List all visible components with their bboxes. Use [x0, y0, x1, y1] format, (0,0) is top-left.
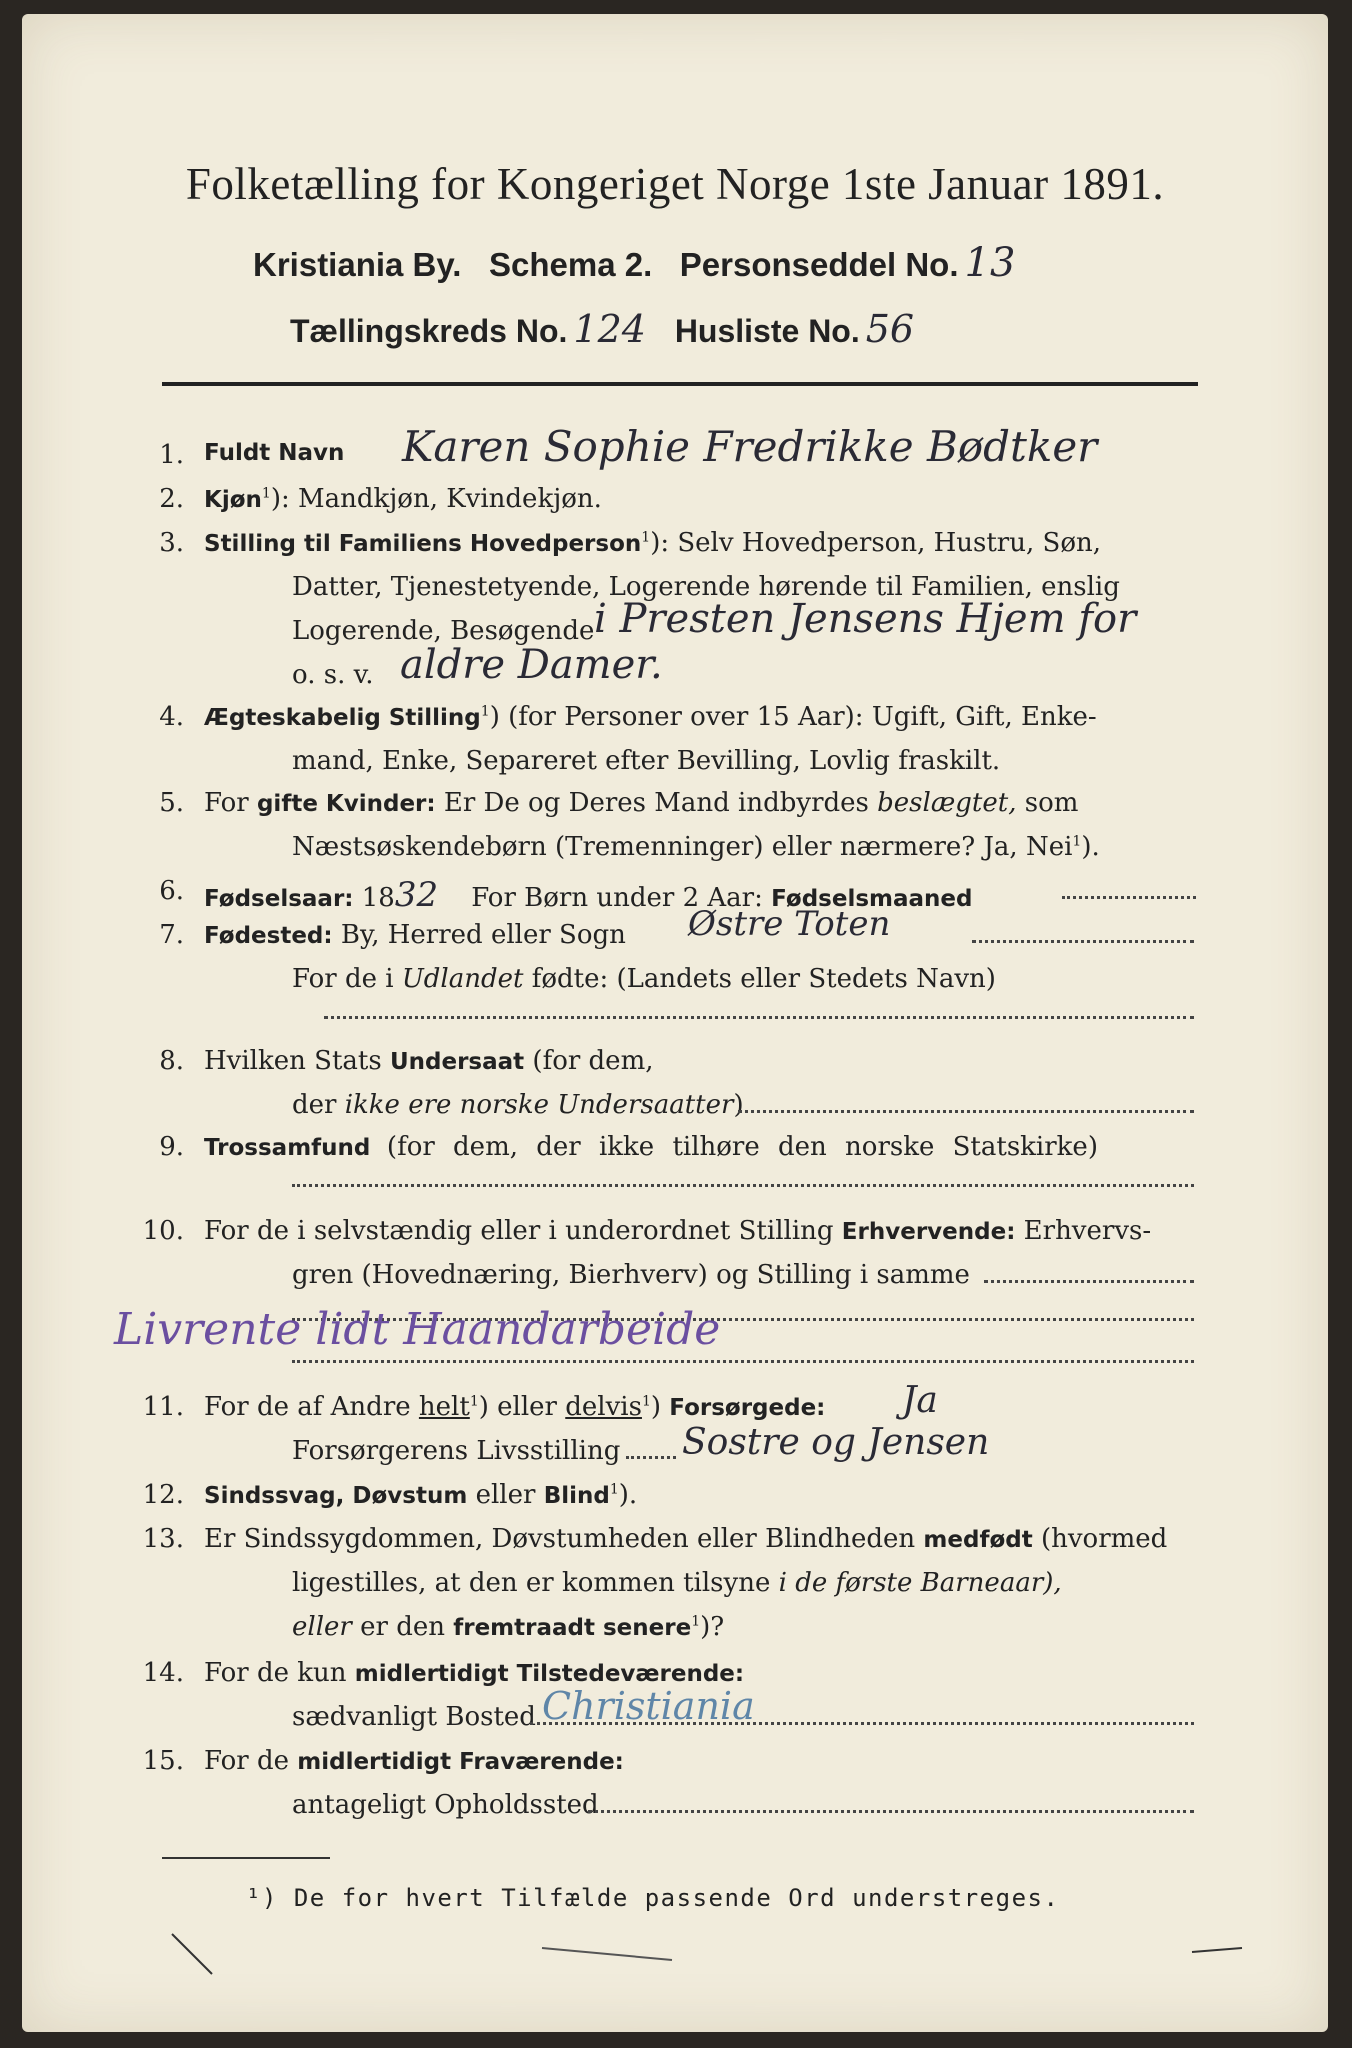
item-4-line-2: mand, Enke, Separeret efter Bevilling, Lovlig fraskilt. [292, 746, 1001, 776]
item-14-line-2: sædvanligt Bosted [292, 1702, 536, 1732]
field-text: Hvilken Stats [204, 1046, 382, 1076]
field-text: ) [650, 1392, 662, 1422]
answer-stilling-1: i Presten Jensens Hjem for [594, 596, 1137, 642]
item-number: 2. [159, 484, 184, 514]
answer-stilling-2: aldre Damer. [400, 642, 663, 688]
dotted-line [626, 1456, 676, 1459]
answer-full-name: Karen Sophie Fredrikke Bødtker [402, 422, 1098, 471]
answer-birth-year: 32 [394, 875, 439, 915]
form-title: Folketælling for Kongeriget Norge 1ste Januar 1891. [185, 159, 1165, 209]
field-text: ): Mandkjøn, Kvindekjøn. [270, 484, 602, 514]
item-10-line-2: gren (Hovednæring, Bierhverv) og Stilling i samme [292, 1260, 970, 1290]
field-text: For de i selvstændig eller i underordnet Stilling [204, 1216, 834, 1246]
header-rule [162, 382, 1198, 386]
item-11-line-2: Forsørgerens Livsstilling [292, 1436, 621, 1466]
pen-stroke [1192, 1948, 1242, 1952]
item-8-line-2 [292, 1092, 744, 1118]
item-number: 8. [159, 1046, 184, 1076]
item-number: 4. [159, 702, 184, 732]
item-5-line-2: Næstsøskendebørn (Tremenninger) eller nærmere? Ja, Nei$^1$). [292, 832, 1100, 862]
field-text: eller [292, 1612, 352, 1642]
item-number: 10. [142, 1216, 184, 1246]
personseddel-label: Personseddel No. [679, 246, 959, 283]
field-label: Forsørgede: [669, 1395, 826, 1421]
field-text: beslægtet, [877, 788, 1017, 818]
item-3-line-2: Datter, Tjenestetyende, Logerende hørende til Familien, enslig [292, 572, 1120, 602]
answer-birthplace: Østre Toten [688, 904, 891, 944]
pen-marks [152, 1914, 1252, 1994]
field-text: er den [360, 1612, 445, 1642]
item-number: 13. [142, 1524, 184, 1554]
field-label: Trossamfund [204, 1135, 371, 1161]
item-3-line-3: Logerende, Besøgende [292, 616, 595, 646]
dotted-line [984, 1280, 1194, 1283]
footnote: ¹) De for hvert Tilfælde passende Ord understreges. [246, 1884, 1060, 1912]
field-text: der [292, 1090, 337, 1120]
item-15-line-2: antageligt Opholdssted [292, 1790, 599, 1820]
field-text: (for dem, [532, 1046, 654, 1076]
field-text: som [1024, 788, 1079, 818]
field-text: For de i [292, 964, 394, 994]
kreds-number: 124 [573, 307, 646, 351]
field-text: ): Selv Hovedperson, Hustru, Søn, [650, 528, 1101, 558]
header-line-kreds [290, 307, 914, 351]
city-label: Kristiania By. [253, 246, 462, 283]
field-text: For de [204, 1746, 289, 1776]
field-label: midlertidigt Fraværende: [297, 1749, 624, 1775]
field-text: Erhvervs- [1023, 1216, 1152, 1246]
field-label: Blind [543, 1483, 610, 1509]
field-text: Næstsøskendebørn (Tremenninger) eller nærmere? Ja, Nei [292, 832, 1073, 862]
item-number: 9. [159, 1132, 184, 1162]
footnote-rule [162, 1857, 330, 1859]
answer-bosted: Christiania [542, 1684, 755, 1728]
field-label: Ægteskabelig Stilling [204, 705, 481, 731]
dotted-line [738, 1110, 1194, 1113]
field-text: Udlandet [401, 964, 524, 994]
field-text: For Børn under 2 Aar: [471, 883, 763, 913]
personseddel-number: 13 [964, 240, 1016, 286]
field-label: Stilling til Familiens Hovedperson [204, 531, 642, 557]
field-text: By, Herred eller Sogn [340, 920, 626, 950]
husliste-label: Husliste No. [674, 313, 860, 349]
census-form-sheet: Folketælling for Kongeriget Norge 1ste Januar 1891. Kristiania By. Schema 2. Personseddel No. 13 Tællingskreds No. 124 Husliste No. 56 1. Fuldt Navn Karen Sophie Fredrikke Bødtker 2. Kjøn$^1$): Mandkjøn, Kvindekjøn. 3. Stilling til Familiens Hovedperson$^1$): Selv Hovedperson, Hustru, Søn, Datter, Tjenestetyende, Logerende hørende til Familien, enslig Logerende, Besøgende i Presten Jensens Hjem for o. s. v. aldre Damer. 4. Ægteskabelig Stilling$^1$) (for Personer over 15 Aar): Ugift, Gift, Enke- mand, Enke, Separeret efter Bevilling, Lovlig fraskilt. 5. For gifte Kvinder: Er De og Deres Mand indbyrdes beslægtet, som Næstsøskendebørn (Tremenninger) eller nærmere? Ja, Nei$^1$). 6. Fødselsaar: 1832 For Børn under 2 Aar: Fødselsmaaned 7. Fødested: By, Herred eller Sogn Østre Toten For de i Udlandet fødte: (Landets eller Stedets Navn) 8. Hvilken Stats Undersaat (for dem, der ikke ere norske Undersaatter) 9. Trossamfund (for dem, der ikke tilhøre den norske Statskirke) 10. For de i selvstændig eller i underordnet Stilling Erhvervende: Erhvervs- gren (Hovednæring, Bierhverv) og Stilling i samme Livrente lidt Haandarbeide 11. For de af Andre helt$^1$) eller delvis$^1$) Forsørgede: Ja Forsørgerens Livsstilling Sostre og Jensen 12. Sindssvag, Døvstum eller Blind$^1$). 13. Er Sindssygdommen, Døvstumheden eller Blindheden medfødt (hvormed ligestilles, at den er kommen tilsyne i de første Barneaar), eller er den fremtraadt senere$^1$)? 14. For de kun midlertidigt Tilstedeværende: sædvanligt Bosted Christiania 15. For de midlertidigt Fraværende: antageligt Opholdssted ¹) De for hvert Tilfælde passende Ord understreges. [22, 14, 1328, 2032]
husliste-number: 56 [865, 307, 915, 351]
item-13-line-3: eller er den fremtraadt senere$^1$)? [292, 1612, 725, 1642]
field-label: Fødselsaar: [204, 886, 354, 912]
item-number: 1. [159, 440, 184, 470]
field-text: Er Sindssygdommen, Døvstumheden eller Blindheden [204, 1524, 916, 1554]
pen-stroke [542, 1948, 672, 1960]
item-number: 3. [159, 528, 184, 558]
field-text: i de første Barneaar), [778, 1568, 1062, 1598]
field-text: ) [733, 1090, 744, 1120]
field-text: ) eller [478, 1392, 557, 1422]
item-number: 7. [159, 920, 184, 950]
kreds-label: Tællingskreds No. [290, 313, 568, 349]
field-text: fødte: (Landets eller Stedets Navn) [531, 964, 996, 994]
field-label: Undersaat [389, 1049, 525, 1075]
dotted-line [292, 1360, 1194, 1363]
field-text: For de af Andre [204, 1392, 411, 1422]
field-text: )? [700, 1612, 725, 1642]
item-number: 15. [142, 1746, 184, 1776]
pen-stroke [172, 1934, 212, 1974]
item-number: 11. [142, 1392, 184, 1422]
item-13-line-2 [292, 1570, 1062, 1596]
field-text: For de kun [204, 1658, 347, 1688]
item-number: 6. [159, 876, 184, 906]
field-label: midlertidigt Tilstedeværende: [354, 1661, 745, 1687]
field-label: medfødt [923, 1527, 1033, 1553]
field-label: Fuldt Navn [204, 440, 345, 466]
field-text: ikke ere norske Undersaatter [344, 1090, 734, 1120]
year-prefix: 18 [361, 883, 395, 913]
field-label: Erhvervende: [841, 1219, 1016, 1245]
dotted-line [972, 940, 1194, 943]
field-label: fremtraadt senere [453, 1615, 692, 1641]
field-label: gifte Kvinder: [256, 791, 436, 817]
field-label: Fødselsmaaned [771, 886, 973, 912]
answer-forsorget: Ja [902, 1380, 938, 1421]
answer-forsorger-stilling: Sostre og Jensen [682, 1422, 990, 1463]
field-text: ) (for Personer over 15 Aar): Ugift, Gift, Enke- [489, 702, 1097, 732]
item-7-line-2 [292, 966, 996, 992]
item-number: 5. [159, 788, 184, 818]
item-number: 14. [142, 1658, 184, 1688]
field-text: ligestilles, at den er kommen tilsyne [292, 1568, 771, 1598]
field-text: (hvormed [1040, 1524, 1168, 1554]
dotted-line [292, 1184, 1194, 1187]
field-text: For [204, 788, 249, 818]
field-text: (for dem, der ikke tilhøre den norske Statskirke) [386, 1132, 1098, 1162]
schema-label: Schema 2. [488, 246, 653, 283]
field-text: Er De og Deres Mand indbyrdes [443, 788, 869, 818]
field-label: Sindssvag, Døvstum [204, 1483, 468, 1509]
dotted-line [1062, 896, 1196, 899]
item-number: 12. [142, 1480, 184, 1510]
field-label: Kjøn [204, 487, 262, 513]
field-text: eller [475, 1480, 536, 1510]
field-text: helt [418, 1392, 470, 1422]
item-3-line-4: o. s. v. [292, 660, 374, 690]
field-text: delvis [565, 1392, 642, 1422]
header-line-schema [253, 240, 1015, 286]
answer-occupation: Livrente lidt Haandarbeide [114, 1304, 721, 1355]
field-label: Fødested: [204, 923, 333, 949]
dotted-line [588, 1810, 1194, 1813]
dotted-line [324, 1016, 1194, 1019]
